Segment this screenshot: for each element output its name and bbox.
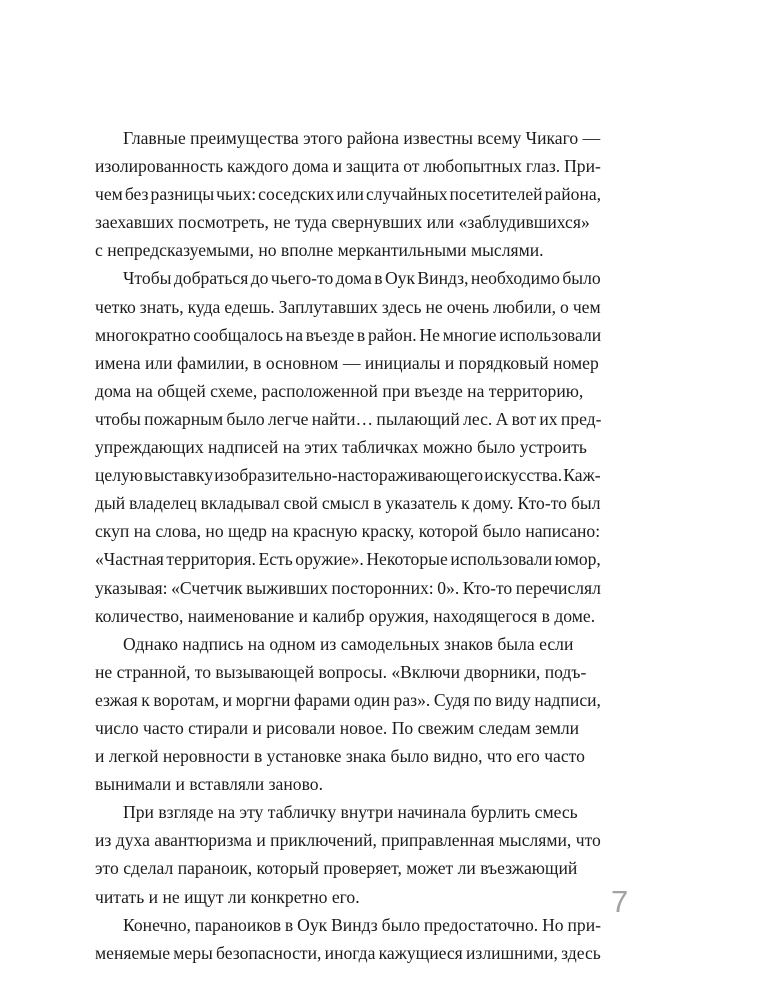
text-line: с непредсказуемыми, но вполне меркантильными мыслями. — [95, 240, 544, 261]
text-line: многократно сообщалось на въезде в район. Не многие использовали — [95, 324, 602, 345]
paragraph — [95, 264, 601, 629]
text-line: Главные преимущества этого района известны всему Чикаго — — [123, 128, 601, 148]
text-line: езжая к воротам, и моргни фарами один раз». Судя по виду надписи, — [95, 689, 601, 710]
text-line: упреждающих надписей на этих табличках можно было устроить — [95, 437, 587, 458]
text-line: Однако надпись на одном из самодельных знаков была если — [123, 633, 574, 654]
text-line: целую выставку изобразительно-настораживающего искусства. Каж- — [95, 465, 601, 486]
text-line: Чтобы добраться до чьего-то дома в Оук Виндз, необходимо было — [123, 268, 601, 289]
text-line: вынимали и вставляли заново. — [95, 774, 323, 795]
text-line: изолированность каждого дома и защита от любопытных глаз. При- — [95, 156, 601, 177]
text-line: дома на общей схеме, расположенной при въезде на территорию, — [95, 380, 584, 401]
text-line: «Частная территория. Есть оружие». Некоторые использовали юмор, — [95, 549, 601, 570]
text-line: читать и не ищут ли конкретно его. — [95, 886, 360, 907]
text-line: четко знать, куда едешь. Заплутавших здесь не очень любили, о чем — [95, 296, 601, 317]
text-line: указывая: «Счетчик выживших посторонних: 0». Кто-то перечислял — [95, 577, 601, 598]
text-line: имена или фамилии, в основном — инициалы и порядковый номер — [95, 352, 599, 373]
text-line: дый владелец вкладывал свой смысл в указатель к дому. Кто-то был — [95, 493, 601, 514]
text-line: чтобы пожарным было легче найти… пылающий лес. А вот их пред- — [95, 408, 602, 429]
text-line: не странной, то вызывающей вопросы. «Включи дворники, подъ- — [95, 661, 587, 682]
page-number: 7 — [611, 884, 629, 919]
body-text — [95, 124, 601, 967]
text-line: из духа авантюризма и приключений, приправленная мыслями, что — [95, 830, 601, 851]
text-line: количество, наименование и калибр оружия, находящегося в доме. — [95, 605, 596, 626]
text-line: меняемые меры безопасности, иногда кажущиеся излишними, здесь — [95, 942, 601, 963]
paragraph — [95, 124, 601, 264]
text-line: это сделал параноик, который проверяет, может ли въезжающий — [95, 858, 578, 879]
paragraph — [95, 911, 601, 967]
text-line: и легкой неровности в установке знака было видно, что его часто — [95, 746, 585, 767]
paragraph — [95, 630, 601, 799]
text-line: чем без разницы чьих: соседских или случайных посетителей района, — [95, 184, 602, 205]
paragraph — [95, 798, 601, 910]
text-line: заехавших посмотреть, не туда свернувших или «заблудившихся» — [95, 212, 590, 233]
text-line: Конечно, параноиков в Оук Виндз было предостаточно. Но при- — [123, 914, 601, 935]
text-line: число часто стирали и рисовали новое. По свежим следам земли — [95, 717, 580, 738]
text-line: скуп на слова, но щедр на красную краску, которой было написано: — [95, 521, 601, 542]
text-line: При взгляде на эту табличку внутри начинала бурлить смесь — [123, 802, 578, 823]
